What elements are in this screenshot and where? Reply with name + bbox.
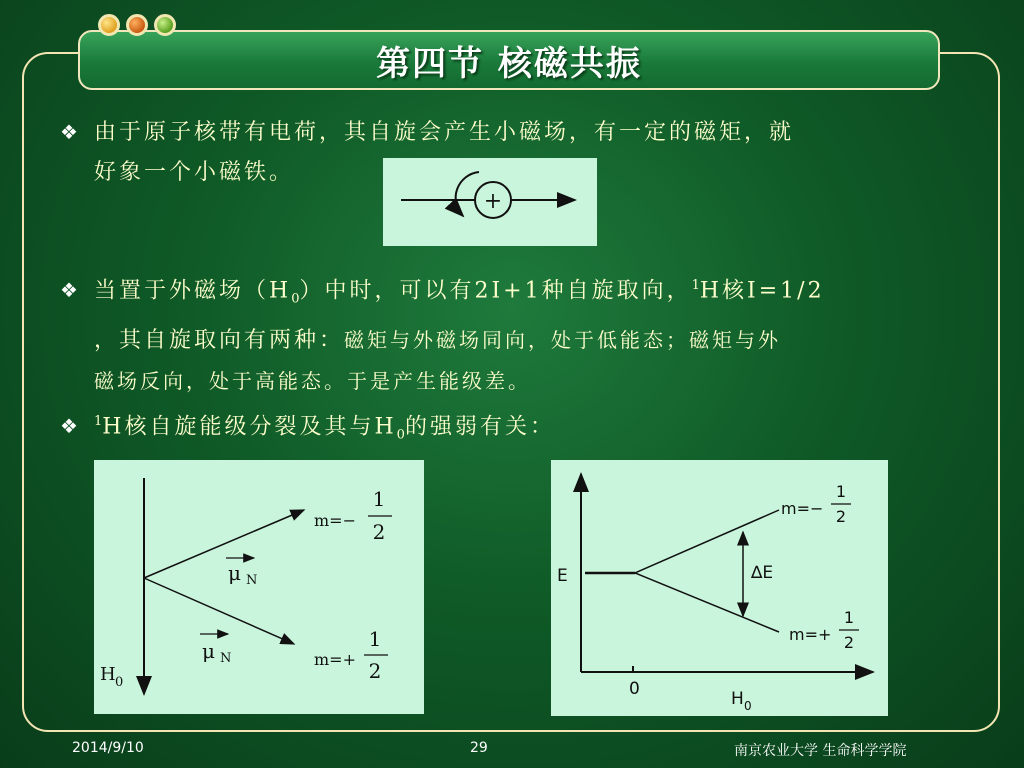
h0-label: H bbox=[731, 689, 744, 709]
mu-lower-label: μ bbox=[202, 639, 215, 663]
energy-splitting-diagram bbox=[551, 460, 888, 716]
upper-frac-num: 1 bbox=[372, 487, 386, 511]
diamond-bullet-icon: ❖ bbox=[60, 120, 78, 144]
upper-frac-num: 1 bbox=[835, 482, 847, 501]
lower-frac-num: 1 bbox=[368, 627, 382, 651]
upper-frac-den: 2 bbox=[835, 507, 847, 526]
footer-page-number: 29 bbox=[470, 740, 488, 756]
lower-frac-num: 1 bbox=[843, 608, 855, 627]
spin-orientation-diagram bbox=[94, 460, 424, 714]
bullet-2 bbox=[60, 266, 825, 401]
delta-e-label: ∆E bbox=[751, 563, 774, 583]
spin-orientation-svg bbox=[94, 460, 424, 714]
lower-m-label: m=+ bbox=[789, 625, 832, 644]
diamond-bullet-icon: ❖ bbox=[60, 414, 78, 439]
footer-date: 2014/9/10 bbox=[72, 740, 144, 756]
mu-upper-label: μ bbox=[228, 561, 241, 585]
h0-sub: 0 bbox=[744, 699, 752, 713]
bullet-2-line-1: ❖ 当置于外磁场$(H_0)$中时，可以有2I+1种自旋取向，$^1$H核I=1/2 bbox=[60, 266, 825, 320]
orange-dot-icon bbox=[126, 14, 148, 36]
upper-frac-den: 2 bbox=[372, 520, 386, 544]
green-dot-icon bbox=[154, 14, 176, 36]
h0-label: H bbox=[100, 664, 116, 685]
slide-title: 第四节 核磁共振 bbox=[376, 43, 642, 84]
h0-sub: 0 bbox=[115, 675, 124, 690]
bullet-3-line-1: ❖ $^1$H核自旋能级分裂及其与$H_0$的强弱有关： bbox=[60, 402, 555, 456]
diamond-bullet-icon: ❖ bbox=[60, 278, 78, 303]
nucleus-magnet-svg bbox=[383, 158, 597, 246]
bullet-3 bbox=[60, 402, 555, 456]
bullet-2-line-2: ，其自旋取向有两种：磁矩与外磁场同向，处于低能态；磁矩与外 bbox=[94, 327, 782, 353]
energy-splitting-svg bbox=[551, 460, 888, 716]
title-bar bbox=[78, 30, 940, 90]
bullet-2-line-3: 磁场反向，处于高能态。于是产生能级差。 bbox=[94, 368, 531, 393]
e-axis-label: E bbox=[557, 566, 568, 586]
decorative-dots bbox=[98, 14, 176, 36]
yellow-dot-icon bbox=[98, 14, 120, 36]
upper-m-label: m=− bbox=[781, 499, 824, 518]
upper-m-label: m=− bbox=[314, 511, 356, 530]
charge-plus-sign: + bbox=[483, 189, 503, 214]
origin-label: 0 bbox=[629, 679, 640, 699]
footer-organization: 南京农业大学 生命科学学院 bbox=[734, 743, 907, 759]
mu-upper-sub: N bbox=[246, 573, 258, 588]
bullet-1-line-1: ❖ 由于原子核带有电荷，其自旋会产生小磁场，有一定的磁矩，就 bbox=[60, 112, 794, 153]
mu-lower-sub: N bbox=[220, 651, 232, 666]
lower-frac-den: 2 bbox=[843, 633, 855, 652]
lower-m-label: m=+ bbox=[314, 650, 356, 669]
upper-moment-arrow bbox=[144, 510, 304, 578]
nucleus-magnet-diagram bbox=[383, 158, 597, 246]
lower-frac-den: 2 bbox=[368, 659, 382, 683]
bullet-1-line-2: 好象一个小磁铁。 bbox=[94, 160, 295, 185]
